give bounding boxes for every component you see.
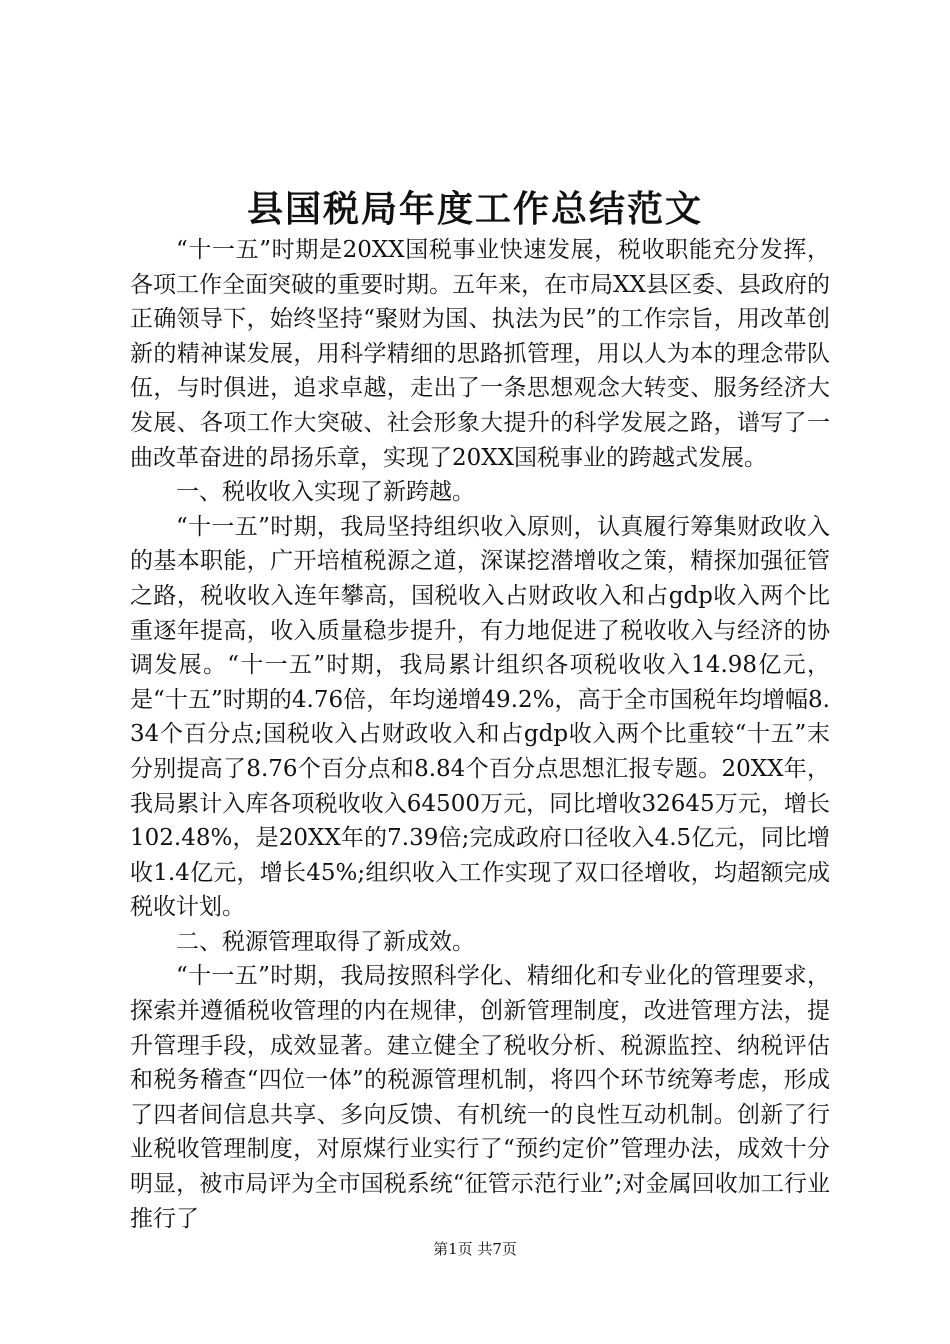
section-heading-1: 一、税收收入实现了新跨越。 bbox=[176, 479, 475, 506]
document-body bbox=[130, 233, 830, 1236]
paragraph-tax-source-management: “十一五”时期，我局按照科学化、精细化和专业化的管理要求，探索并遵循税收管理的内在规律，创新管理制度，改进管理方法，提升管理手段，成效显著。建立健全了税收分析、税源监控、纳税评估和税务稽查“四位一体”的税源管理机制，将四个环节统筹考虑，形成了四者间信息共享、多向反馈、有机统一的良性互动机制。创新了行业税收管理制度，对原煤行业实行了“预约定价”管理办法，成效十分明显，被市局评为全市国税系统“征管示范行业”;对金属回收加工行业推行了 bbox=[130, 963, 830, 1232]
section-heading-2: 二、税源管理取得了新成效。 bbox=[176, 928, 475, 955]
paragraph-tax-revenue: “十一五”时期，我局坚持组织收入原则，认真履行筹集财政收入的基本职能，广开培植税源之道，深谋挖潜增收之策，精探加强征管之路，税收收入连年攀高，国税收入占财政收入和占gdp收入两个比重逐年提高，收入质量稳步提升，有力地促进了税收收入与经济的协调发展。“十一五”时期，我局累计组织各项税收收入14.98亿元，是“十五”时期的4.76倍，年均递增49.2%，高于全市国税年均增幅8.34个百分点;国税收入占财政收入和占gdp收入两个比重较“十五”末分别提高了8.76个百分点和8.84个百分点思想汇报专题。20XX年，我局累计入库各项税收收入64500万元，同比增收32645万元，增长102.48%，是20XX年的7.39倍;完成政府口径收入4.5亿元，同比增收1.4亿元，增长45%;组织收入工作实现了双口径增收，均超额完成税收计划。 bbox=[130, 513, 830, 921]
page-footer: 第1页 共7页 bbox=[433, 1240, 517, 1258]
paragraph-intro: “十一五”时期是20XX国税事业快速发展，税收职能充分发挥，各项工作全面突破的重要时期。五年来，在市局XX县区委、县政府的正确领导下，始终坚持“聚财为国、执法为民”的工作宗旨，用改革创新的精神谋发展，用科学精细的思路抓管理，用以人为本的理念带队伍，与时俱进，追求卓越，走出了一条思想观念大转变、服务经济大发展、各项工作大突破、社会形象大提升的科学发展之路，谱写了一曲改革奋进的昂扬乐章，实现了20XX国税事业的跨越式发展。 bbox=[130, 237, 830, 471]
document-title: 县国税局年度工作总结范文 bbox=[246, 188, 703, 230]
